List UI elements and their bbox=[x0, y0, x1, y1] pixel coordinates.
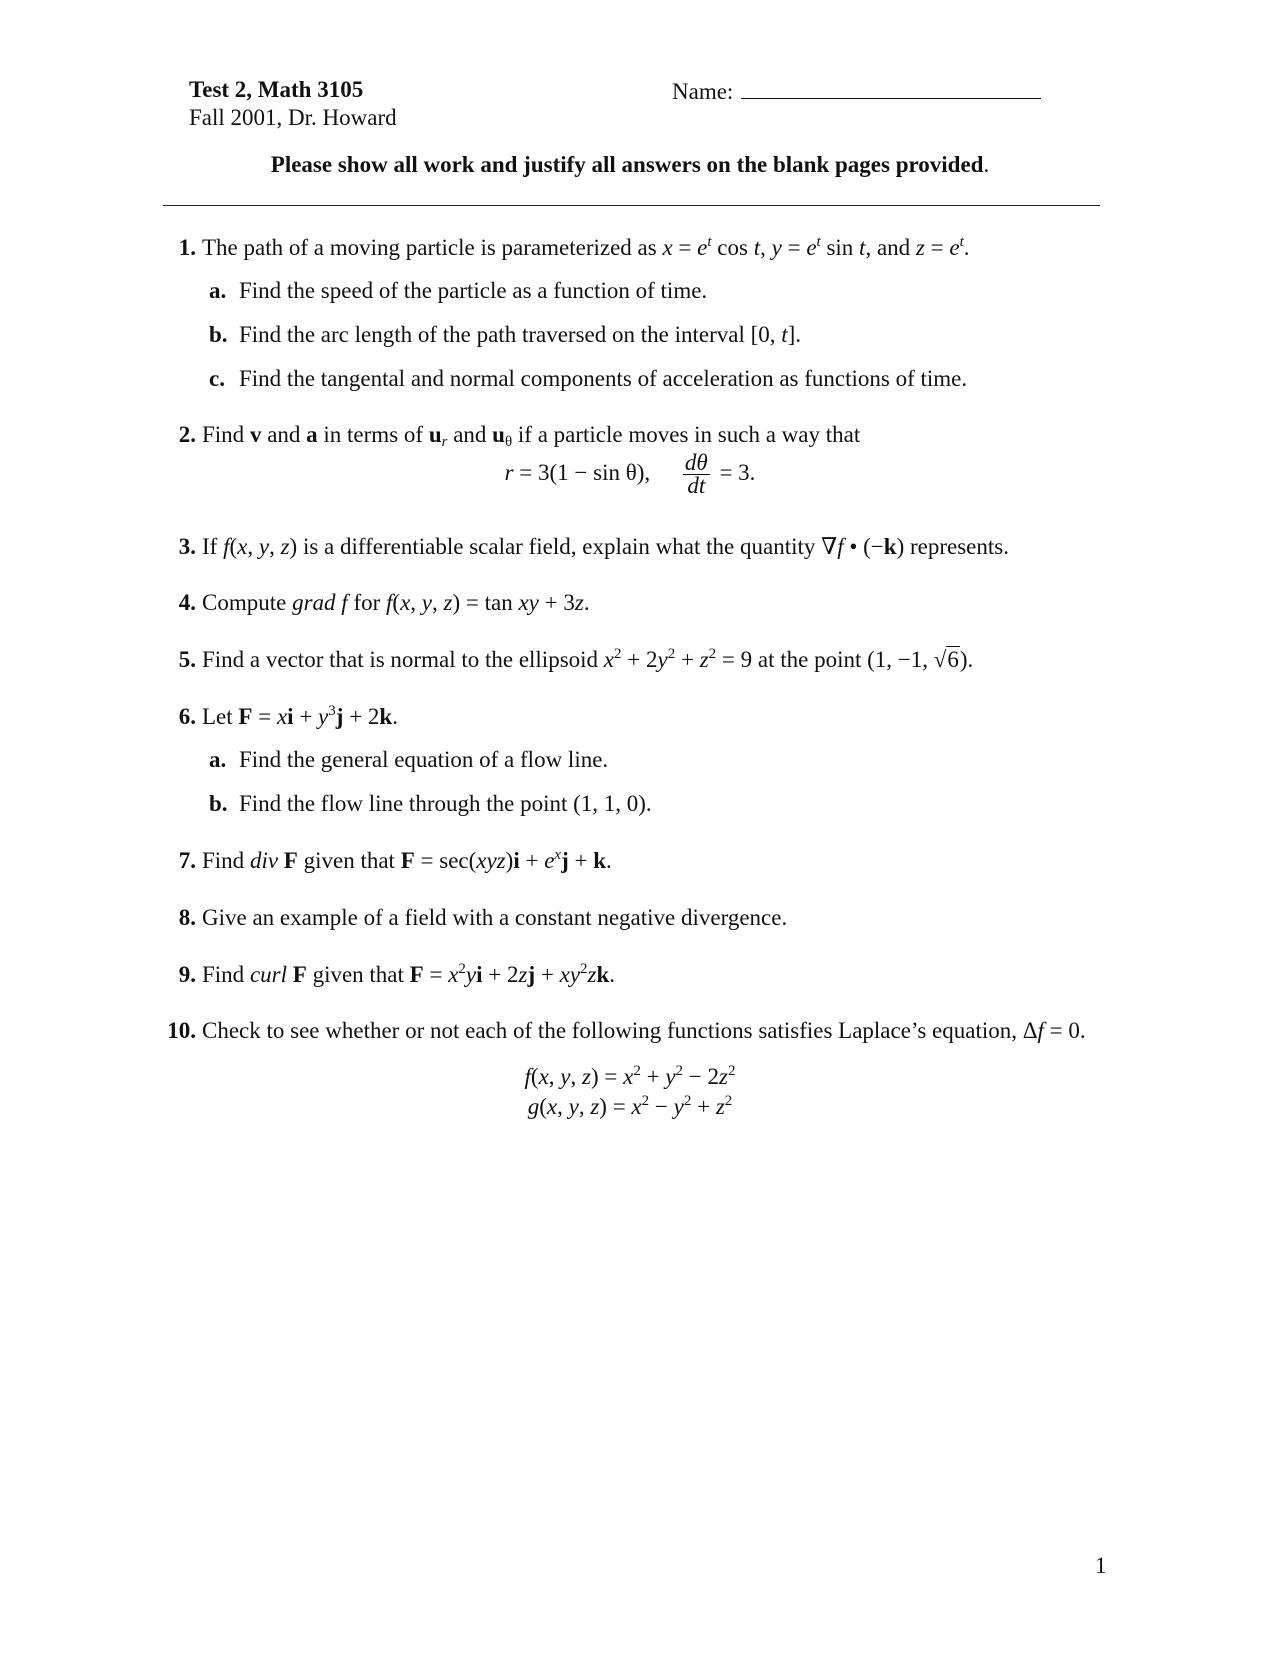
question-number: 2. bbox=[178, 422, 196, 447]
question-3: 3. If f(x, y, z) is a differentiable scalar field, explain what the quantity ∇f • (−k) represents. bbox=[160, 532, 1120, 562]
question-2-equation: r = 3(1 − sin θ), $\frac{d\theta}{dt}$ = 3. bbox=[504, 450, 756, 498]
math-expression: [0, t]. bbox=[750, 322, 802, 347]
question-7: 7. Find div F given that $F = \sec(xyz)i + e^xj + k$. bbox=[160, 846, 1120, 876]
header-left bbox=[189, 76, 397, 132]
name-field[interactable] bbox=[672, 76, 1041, 106]
name-blank-line[interactable] bbox=[741, 76, 1041, 99]
question-number: 3. bbox=[178, 534, 196, 559]
question-10-equation-f: f(x, y, $z) = x^2 + y^2 - 2z^2$ bbox=[524, 1063, 736, 1089]
question-1c: c. Find the tangental and normal components of acceleration as functions of time. bbox=[209, 366, 968, 391]
question-1: 1. The path of a moving particle is parameterized as $x = e^t$ cos t, $y = e^t$ sin t, and $z = e^t$. bbox=[160, 233, 1120, 263]
question-number: 8. bbox=[178, 905, 196, 930]
question-1b: b. Find the arc length of the path traversed on the interval [0, t]. bbox=[209, 322, 802, 347]
question-number: 5. bbox=[178, 647, 196, 672]
question-10: 10. Check to see whether or not each of the following functions satisfies Laplace’s equation, Δf = 0. bbox=[160, 1016, 1120, 1046]
question-6b: b. Find the flow line through the point (1, 1, 0). bbox=[209, 791, 652, 816]
question-1a: a. Find the speed of the particle as a function of time. bbox=[209, 278, 708, 303]
question-8: 8. Give an example of a field with a constant negative divergence. bbox=[160, 903, 1120, 933]
question-number: 1. bbox=[178, 235, 196, 260]
header-divider bbox=[163, 205, 1100, 206]
question-4: 4. Compute grad f for f(x, y, z) = tan xy + 3z. bbox=[160, 588, 1120, 618]
math-expression: $x = e^t$ cos t, $y = e^t$ sin t, and $z = e^t$. bbox=[662, 234, 970, 260]
question-number: 4. bbox=[178, 590, 196, 615]
page-number: 1 bbox=[1095, 1553, 1107, 1578]
question-5: 5. Find a vector that is normal to the ellipsoid $x^2 + 2y^2 + z^2 = 9$ at the point (1, −1, √6). bbox=[160, 645, 1120, 675]
question-2: 2. Find v and a in terms of $u_r$ and $u_\theta$ if a particle moves in such a way that bbox=[160, 420, 1120, 450]
question-6: 6. Let F = xi + $y^3j + 2k$. bbox=[160, 702, 1120, 732]
exam-subtitle: Fall 2001, Dr. Howard bbox=[189, 105, 397, 130]
question-number: 10. bbox=[167, 1018, 196, 1043]
name-label: Name: bbox=[672, 79, 734, 104]
instructions: Please show all work and justify all answers on the blank pages provided. bbox=[270, 152, 990, 177]
question-9: 9. Find curl F given that $F = x^2yi + 2zj + xy^2zk$. bbox=[160, 960, 1120, 990]
question-number: 7. bbox=[178, 848, 196, 873]
question-6a: a. Find the general equation of a flow line. bbox=[209, 747, 609, 772]
question-number: 6. bbox=[178, 704, 196, 729]
question-10-equation-g: g(x, y, $z) = x^2 - y^2 + z^2$ bbox=[527, 1093, 733, 1119]
exam-title: Test 2, Math 3105 bbox=[189, 77, 364, 102]
question-number: 9. bbox=[178, 962, 196, 987]
